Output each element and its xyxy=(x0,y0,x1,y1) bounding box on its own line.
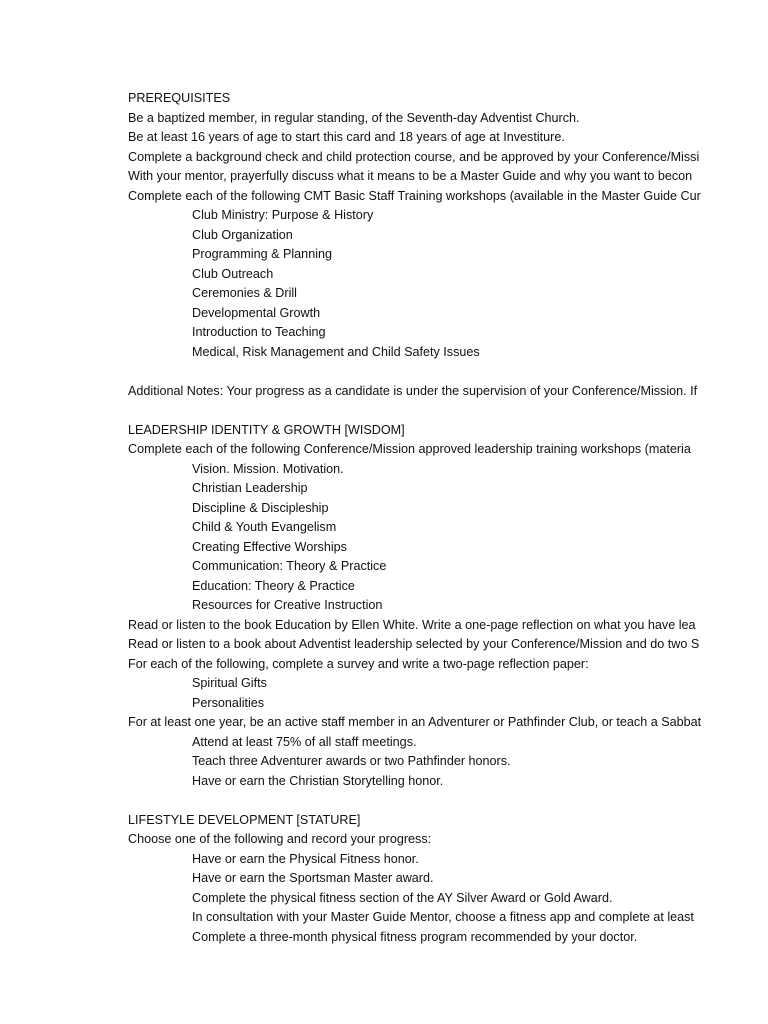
leadership-workshop-item: Child & Youth Evangelism xyxy=(192,520,337,534)
basic-workshop-item: Developmental Growth xyxy=(192,305,321,320)
prerequisite-line: Complete a background check and child protection course, and be approved by your Conference/Missi xyxy=(128,149,700,164)
lifestyle-intro: Choose one of the following and record your progress: xyxy=(128,832,432,846)
staff-item: Have or earn the Christian Storytelling honor. xyxy=(192,773,444,788)
leadership-workshop-item: Vision. Mission. Motivation. xyxy=(192,461,344,476)
staff-item: Teach three Adventurer awards or two Pathfinder honors. xyxy=(192,754,511,768)
lifestyle-option: In consultation with your Master Guide Mentor, choose a fitness app and complete at least xyxy=(192,910,694,924)
spacer xyxy=(128,791,701,811)
prerequisites-heading: PREREQUISITES xyxy=(128,91,231,105)
prerequisite-line: Be a baptized member, in regular standing, of the Seventh-day Adventist Church. xyxy=(128,110,580,125)
lifestyle-option: Have or earn the Physical Fitness honor. xyxy=(192,851,419,866)
basic-workshop-item: Programming & Planning xyxy=(192,247,333,261)
basic-workshop-item: Introduction to Teaching xyxy=(192,325,326,339)
prerequisite-line: Be at least 16 years of age to start this card and 18 years of age at Investiture. xyxy=(128,130,565,144)
lifestyle-option: Complete the physical fitness section of the AY Silver Award or Gold Award. xyxy=(192,890,613,905)
leadership-workshop-item: Creating Effective Worships xyxy=(192,539,347,554)
document-page xyxy=(128,89,701,947)
staff-intro: For at least one year, be an active staff member in an Adventurer or Pathfinder Club, or teach a Sabbat xyxy=(128,715,701,729)
spacer xyxy=(128,401,701,421)
basic-workshop-item: Ceremonies & Drill xyxy=(192,286,297,300)
leadership-workshop-item: Christian Leadership xyxy=(192,481,308,495)
staff-item: Attend at least 75% of all staff meetings. xyxy=(192,734,417,749)
basic-workshop-item: Club Organization xyxy=(192,227,293,242)
prerequisite-line: With your mentor, prayerfully discuss what it means to be a Master Guide and why you want to becon xyxy=(128,169,693,183)
survey-item: Spiritual Gifts xyxy=(192,676,267,690)
survey-item: Personalities xyxy=(192,695,265,710)
leadership-workshop-item: Communication: Theory & Practice xyxy=(192,559,387,573)
basic-workshop-item: Club Outreach xyxy=(192,266,274,281)
survey-intro: For each of the following, complete a survey and write a two-page reflection paper: xyxy=(128,656,589,671)
basic-workshop-item: Club Ministry: Purpose & History xyxy=(192,208,374,222)
leadership-workshop-item: Resources for Creative Instruction xyxy=(192,598,383,612)
leadership-workshop-item: Education: Theory & Practice xyxy=(192,578,355,593)
lifestyle-heading: LIFESTYLE DEVELOPMENT [STATURE] xyxy=(128,812,361,827)
leadership-workshop-item: Discipline & Discipleship xyxy=(192,500,329,515)
leadership-intro: Complete each of the following Conference/Mission approved leadership training workshops (materia xyxy=(128,442,691,456)
additional-notes: Additional Notes: Your progress as a candidate is under the supervision of your Conference/Mission. If xyxy=(128,383,698,398)
lifestyle-option: Have or earn the Sportsman Master award. xyxy=(192,871,434,885)
leadership-heading: LEADERSHIP IDENTITY & GROWTH [WISDOM] xyxy=(128,422,405,437)
lifestyle-option: Complete a three-month physical fitness program recommended by your doctor. xyxy=(192,929,638,944)
basic-workshop-item: Medical, Risk Management and Child Safety Issues xyxy=(192,344,480,359)
spacer xyxy=(128,362,701,382)
prerequisite-line: Complete each of the following CMT Basic Staff Training workshops (available in the Master Guide Cur xyxy=(128,188,701,203)
read-leadership-line: Read or listen to a book about Adventist leadership selected by your Conference/Mission and do two S xyxy=(128,637,700,651)
read-education-line: Read or listen to the book Education by Ellen White. Write a one-page reflection on what you have lea xyxy=(128,617,696,632)
